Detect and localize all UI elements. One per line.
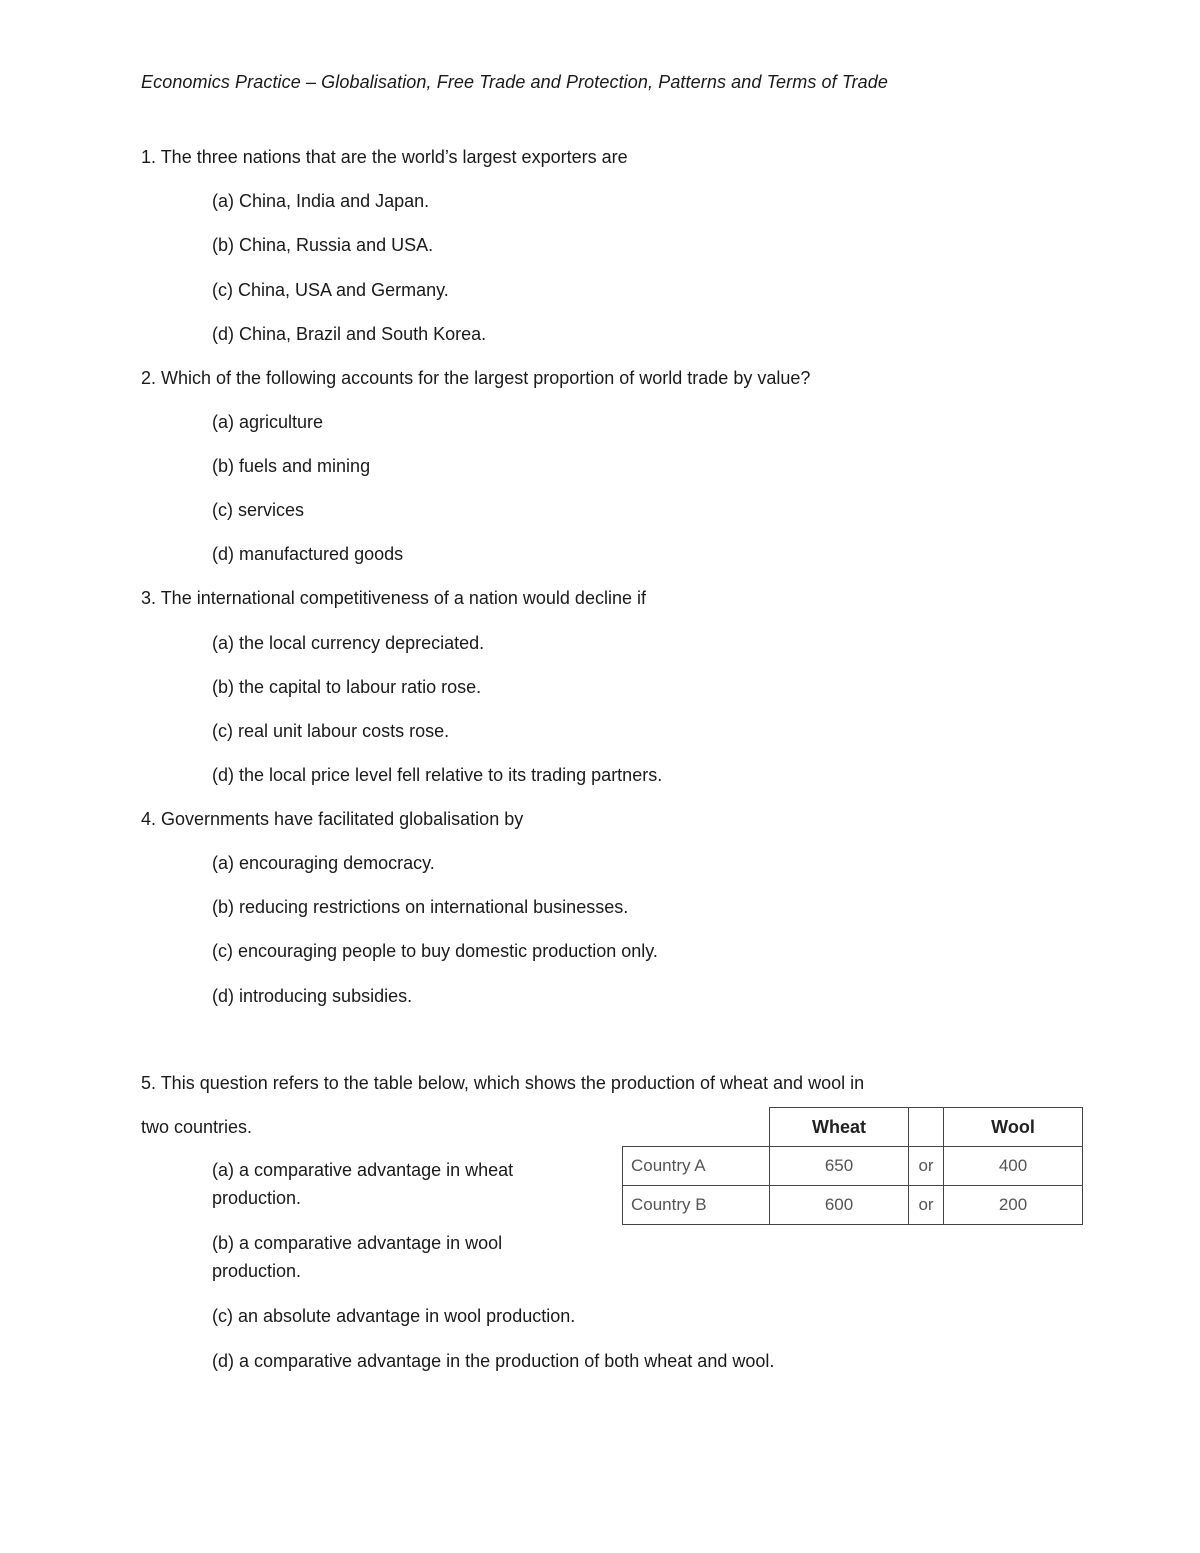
table-row bbox=[623, 1186, 1083, 1225]
question-5-option-d: (d) a comparative advantage in the production of both wheat and wool. bbox=[212, 1351, 775, 1371]
question-3-option-c: (c) real unit labour costs rose. bbox=[212, 721, 450, 741]
question-4-option-b: (b) reducing restrictions on international businesses. bbox=[212, 897, 629, 917]
question-1-option-a: (a) China, India and Japan. bbox=[212, 191, 430, 211]
question-2-option-d: (d) manufactured goods bbox=[212, 544, 404, 564]
question-1-option-b: (b) China, Russia and USA. bbox=[212, 235, 434, 255]
table-cell-wool: 200 bbox=[944, 1186, 1083, 1225]
production-table bbox=[622, 1107, 1083, 1225]
question-3-option-b: (b) the capital to labour ratio rose. bbox=[212, 677, 482, 697]
table-cell-country: Country B bbox=[623, 1186, 770, 1225]
table-header-row bbox=[623, 1108, 1083, 1147]
table-header-wheat: Wheat bbox=[770, 1108, 909, 1147]
table-row bbox=[623, 1147, 1083, 1186]
question-5-stem: 5. This question refers to the table below, which shows the production of wheat and wool in bbox=[141, 1073, 865, 1093]
question-1-option-c: (c) China, USA and Germany. bbox=[212, 280, 449, 300]
question-4-option-d: (d) introducing subsidies. bbox=[212, 986, 413, 1006]
question-5-option-a: (a) a comparative advantage in wheat production. bbox=[212, 1160, 514, 1208]
table-header-spacer bbox=[909, 1108, 944, 1147]
question-3-stem: 3. The international competitiveness of a nation would decline if bbox=[141, 588, 646, 608]
question-3-option-a: (a) the local currency depreciated. bbox=[212, 633, 485, 653]
question-4-option-c: (c) encouraging people to buy domestic production only. bbox=[212, 941, 658, 961]
table-header-blank bbox=[623, 1108, 770, 1147]
table-cell-wheat: 600 bbox=[770, 1186, 909, 1225]
question-4-stem: 4. Governments have facilitated globalisation by bbox=[141, 809, 524, 829]
table-cell-wool: 400 bbox=[944, 1147, 1083, 1186]
table-header-wool: Wool bbox=[944, 1108, 1083, 1147]
question-1-option-d: (d) China, Brazil and South Korea. bbox=[212, 324, 487, 344]
question-4-option-a: (a) encouraging democracy. bbox=[212, 853, 435, 873]
table-cell-country: Country A bbox=[623, 1147, 770, 1186]
table-cell-or: or bbox=[909, 1186, 944, 1225]
question-2-option-b: (b) fuels and mining bbox=[212, 456, 371, 476]
table-cell-wheat: 650 bbox=[770, 1147, 909, 1186]
question-3-option-d: (d) the local price level fell relative to its trading partners. bbox=[212, 765, 663, 785]
question-5-option-c: (c) an absolute advantage in wool production. bbox=[212, 1306, 576, 1326]
page-title: Economics Practice – Globalisation, Free Trade and Protection, Patterns and Terms of Trade bbox=[141, 72, 889, 92]
question-2-option-c: (c) services bbox=[212, 500, 305, 520]
question-5-option-b: (b) a comparative advantage in wool production. bbox=[212, 1233, 503, 1281]
question-5-stem-continued: two countries. bbox=[141, 1117, 253, 1137]
question-1-stem: 1. The three nations that are the world’s largest exporters are bbox=[141, 147, 628, 167]
question-2-stem: 2. Which of the following accounts for the largest proportion of world trade by value? bbox=[141, 368, 811, 388]
table-cell-or: or bbox=[909, 1147, 944, 1186]
question-2-option-a: (a) agriculture bbox=[212, 412, 324, 432]
